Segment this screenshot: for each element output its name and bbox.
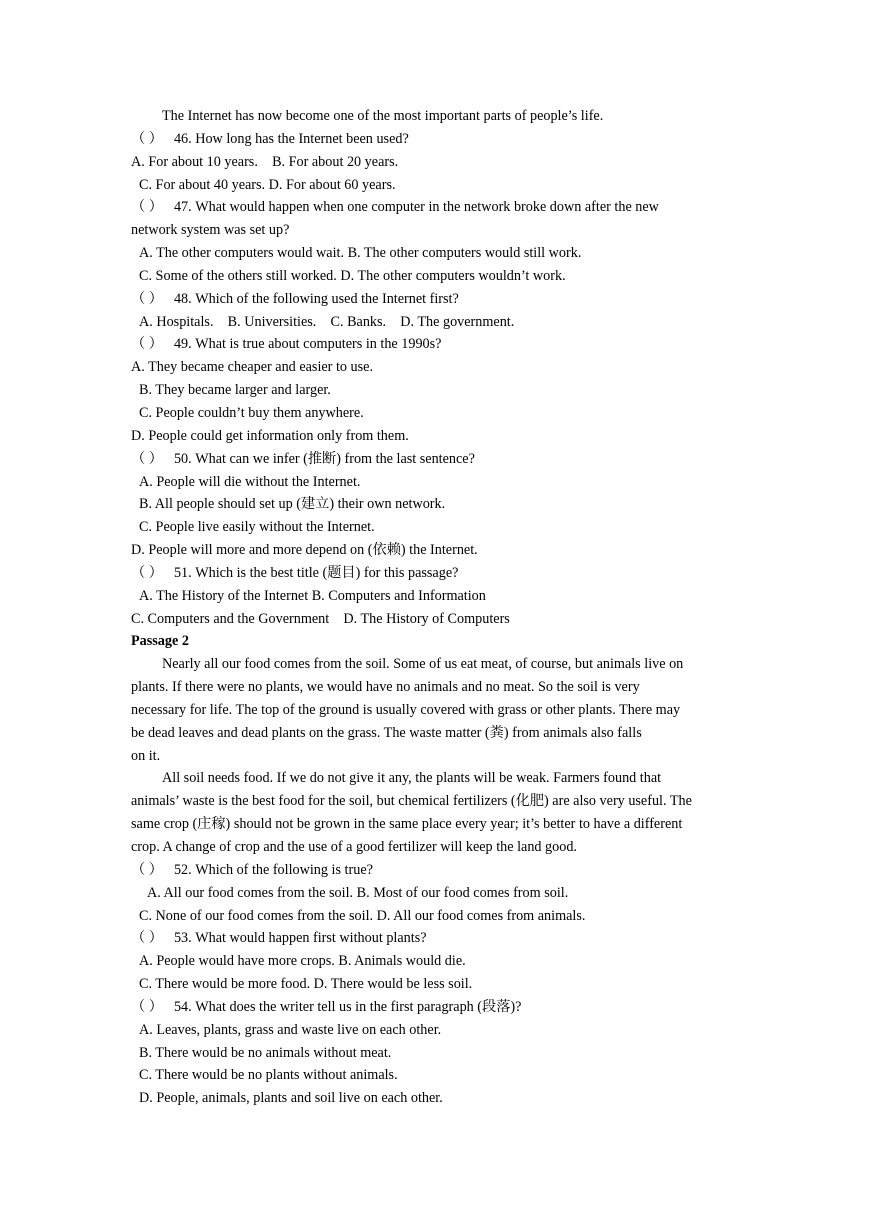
passage2-para2-line: All soil needs food. If we do not give it any, the plants will be weak. Farmers found that xyxy=(162,770,662,787)
option-line: A. All our food comes from the soil. B. Most of our food comes from soil. xyxy=(147,884,569,901)
question-53 xyxy=(131,927,743,950)
option-line: A. They became cheaper and easier to use. xyxy=(131,359,373,376)
option-line: C. None of our food comes from the soil. D. All our food comes from animals. xyxy=(139,907,586,924)
option-line: A. People would have more crops. B. Animals would die. xyxy=(139,953,466,970)
passage2-para1-line: plants. If there were no plants, we would have no animals and no meat. So the soil is very xyxy=(131,679,640,696)
option-line: C. For about 40 years. D. For about 60 years. xyxy=(139,176,396,193)
option-line: A. Leaves, plants, grass and waste live on each other. xyxy=(139,1021,442,1038)
option-line: A. The other computers would wait. B. The other computers would still work. xyxy=(139,245,582,262)
passage2-para2-line: crop. A change of crop and the use of a good fertilizer will keep the land good. xyxy=(131,839,577,855)
question-49 xyxy=(131,333,743,356)
question-text: 54. What does the writer tell us in the first paragraph (段落)? xyxy=(173,998,522,1015)
passage1-last-line: The Internet has now become one of the most important parts of people’s life. xyxy=(162,108,604,124)
option-line: D. People could get information only from them. xyxy=(131,427,409,444)
question-text: 48. Which of the following used the Internet first? xyxy=(173,290,459,307)
question-46 xyxy=(131,128,743,151)
answer-blank[interactable]: （ ） xyxy=(131,930,163,947)
question-text: 49. What is true about computers in the 1990s? xyxy=(173,336,442,353)
question-text: 53. What would happen first without plants? xyxy=(173,930,427,947)
answer-blank[interactable]: （ ） xyxy=(131,130,163,147)
answer-blank[interactable]: （ ） xyxy=(131,450,163,467)
answer-blank[interactable]: （ ） xyxy=(131,336,163,353)
passage2-para2-line: same crop (庄稼) should not be grown in the same place every year; it’s better to have a different xyxy=(131,816,683,833)
option-line: C. Some of the others still worked. D. The other computers wouldn’t work. xyxy=(139,267,566,284)
question-text: 52. Which of the following is true? xyxy=(173,861,373,878)
answer-blank[interactable]: （ ） xyxy=(131,564,163,581)
option-line: C. Computers and the Government D. The History of Computers xyxy=(131,610,510,627)
option-line: D. People, animals, plants and soil live on each other. xyxy=(139,1090,443,1107)
document-content xyxy=(131,105,743,1110)
question-text: 47. What would happen when one computer in the network broke down after the new xyxy=(173,199,659,216)
option-line: A. The History of the Internet B. Computers and Information xyxy=(139,587,486,604)
option-line: C. There would be no plants without animals. xyxy=(139,1067,398,1084)
option-line: C. People couldn’t buy them anywhere. xyxy=(139,404,364,421)
question-54 xyxy=(131,996,743,1019)
question-text: 50. What can we infer (推断) from the last sentence? xyxy=(173,450,475,467)
question-48 xyxy=(131,288,743,311)
question-51 xyxy=(131,562,743,585)
option-line: B. All people should set up (建立) their own network. xyxy=(139,496,446,513)
passage2-para2-line: animals’ waste is the best food for the soil, but chemical fertilizers (化肥) are also very useful. The xyxy=(131,793,692,810)
passage2-para1-line: Nearly all our food comes from the soil. Some of us eat meat, of course, but animals live on xyxy=(162,656,684,673)
question-text: 46. How long has the Internet been used? xyxy=(173,130,409,147)
passage2-para1-line: necessary for life. The top of the ground is usually covered with grass or other plants. There may xyxy=(131,701,681,718)
answer-blank[interactable]: （ ） xyxy=(131,861,163,878)
option-line: B. There would be no animals without meat. xyxy=(139,1044,392,1061)
option-line: A. People will die without the Internet. xyxy=(139,473,361,490)
passage2-heading: Passage 2 xyxy=(131,633,189,650)
answer-blank[interactable]: （ ） xyxy=(131,290,163,307)
question-52 xyxy=(131,859,743,882)
answer-blank[interactable]: （ ） xyxy=(131,998,163,1015)
option-line: D. People will more and more depend on (依赖) the Internet. xyxy=(131,542,478,559)
passage2-para1-line: be dead leaves and dead plants on the grass. The waste matter (粪) from animals also falls xyxy=(131,724,642,741)
question-text-continued: network system was set up? xyxy=(131,222,290,239)
option-line: A. For about 10 years. B. For about 20 years. xyxy=(131,153,399,170)
answer-blank[interactable]: （ ） xyxy=(131,199,163,216)
option-line: C. People live easily without the Internet. xyxy=(139,519,375,536)
question-47 xyxy=(131,196,743,219)
question-text: 51. Which is the best title (题目) for this passage? xyxy=(173,564,459,581)
passage2-para1-line: on it. xyxy=(131,747,161,764)
option-line: A. Hospitals. B. Universities. C. Banks. D. The government. xyxy=(139,313,515,330)
question-50 xyxy=(131,448,743,471)
option-line: C. There would be more food. D. There would be less soil. xyxy=(139,976,473,993)
option-line: B. They became larger and larger. xyxy=(139,382,331,399)
